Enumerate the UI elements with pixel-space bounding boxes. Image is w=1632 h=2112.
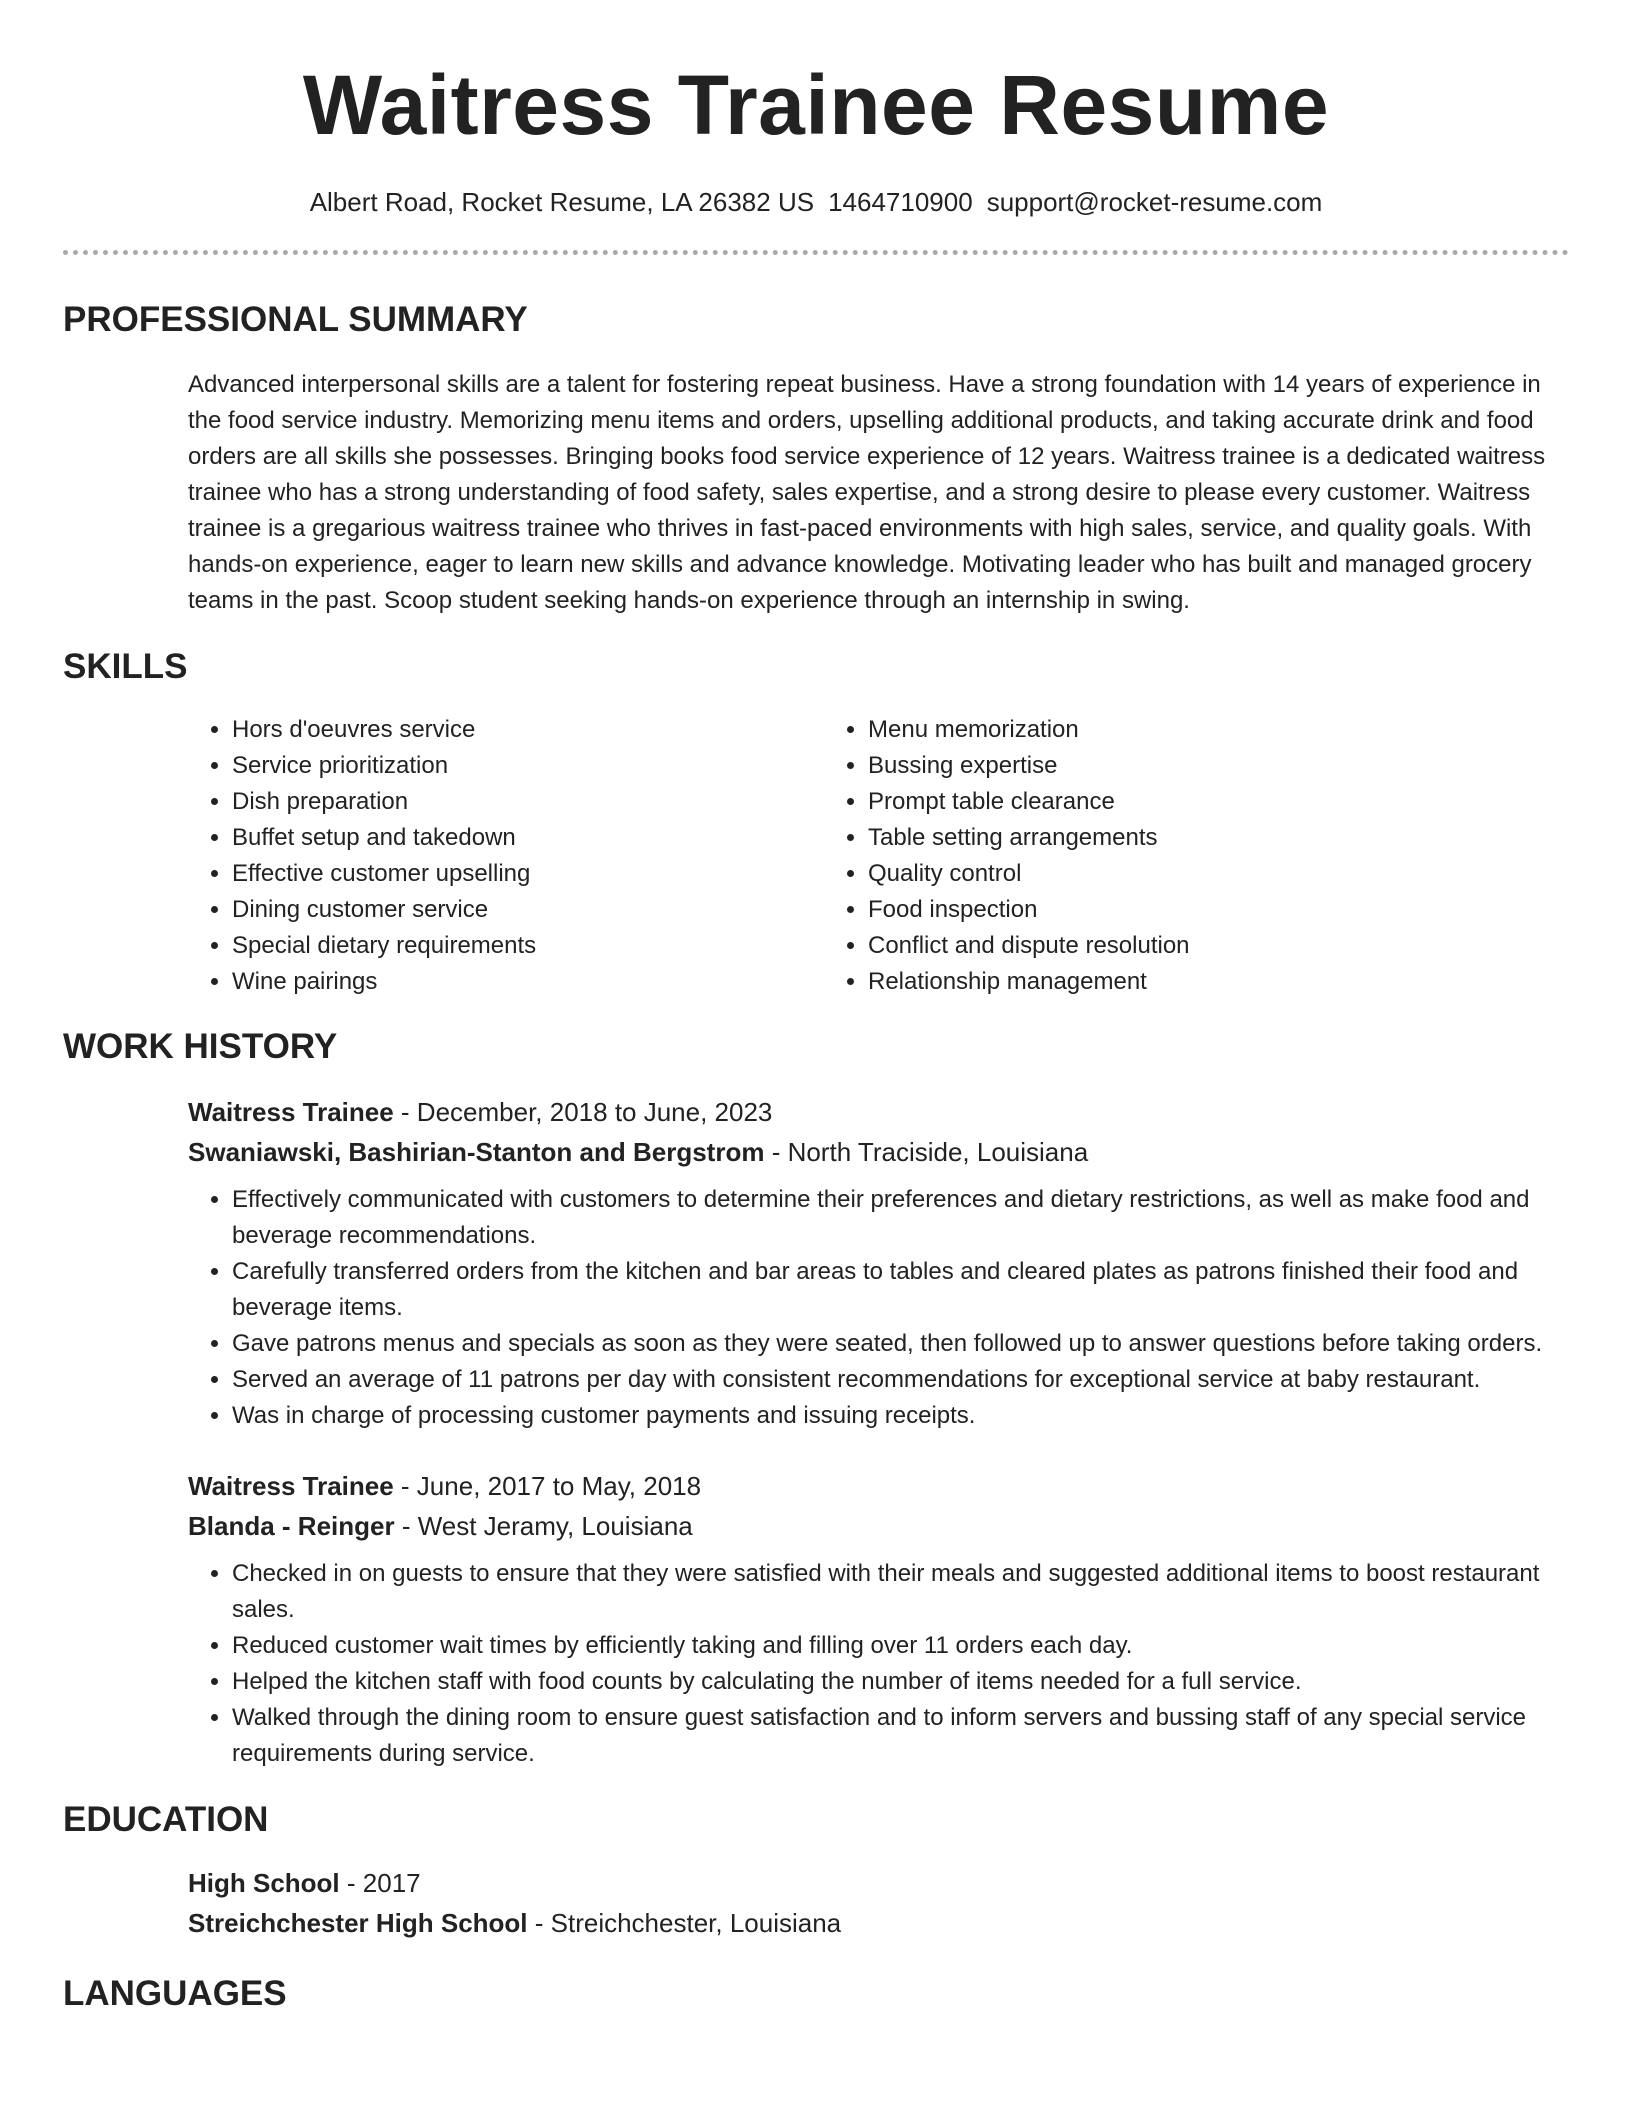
summary-text: Advanced interpersonal skills are a talent for fostering repeat business. Have a strong foundation with 14 years of experience in the food service industry. Memorizing menu items and orders, upselling additional products, and taking accurate drink and food orders are all skills she possesses. Bringing books food service experience of 12 years. Waitress trainee is a dedicated waitress trainee who has a strong understanding of food safety, sales expertise, and a strong desire to please every customer. Waitress trainee is a gregarious waitress trainee who thrives in fast-paced environments with high sales, service, and quality goals. With hands-on experience, eager to learn new skills and advance knowledge. Motivating leader who has built and managed grocery teams in the past. Scoop student seeking hands-on experience through an internship in swing.: [188, 371, 1546, 614]
job-entry: [188, 1092, 1569, 1434]
section-title-work-history: WORK HISTORY: [63, 1027, 338, 1066]
section-title-education: EDUCATION: [63, 1800, 269, 1839]
job-company: Swaniawski, Bashirian-Stanton and Bergstrom: [188, 1137, 765, 1167]
skill-item: • Quality control: [868, 856, 1504, 892]
job-bullet: • Gave patrons menus and specials as soon as they were seated, then followed up to answer questions before taking orders.: [232, 1326, 1569, 1362]
job-dates: - December, 2018 to June, 2023: [393, 1097, 773, 1127]
section-title-summary: PROFESSIONAL SUMMARY: [63, 300, 528, 339]
education-entry: [188, 1863, 1569, 1943]
job-bullet: • Reduced customer wait times by efficiently taking and filling over 11 orders each day.: [232, 1628, 1569, 1664]
job-company-line: [188, 1132, 1569, 1172]
education-school: Streichchester High School: [188, 1908, 528, 1938]
section-title-languages: LANGUAGES: [63, 1974, 287, 2013]
education-degree: High School: [188, 1868, 340, 1898]
section-title-skills: SKILLS: [63, 647, 188, 686]
job-bullet: • Served an average of 11 patrons per day with consistent recommendations for exceptional service at baby restaurant.: [232, 1362, 1569, 1398]
skill-item: • Dining customer service: [232, 892, 824, 928]
job-title-line: [188, 1092, 1569, 1132]
skills-list-left: [188, 712, 824, 1000]
skill-item: • Prompt table clearance: [868, 784, 1504, 820]
contact-phone: 1464710900: [828, 187, 973, 217]
skill-item: • Table setting arrangements: [868, 820, 1504, 856]
education-year: - 2017: [339, 1868, 421, 1898]
contact-line: [63, 186, 1569, 218]
skill-item: • Hors d'oeuvres service: [232, 712, 824, 748]
skills-list-right: [824, 712, 1504, 1000]
skill-item: • Conflict and dispute resolution: [868, 928, 1504, 964]
job-bullet: • Effectively communicated with customers to determine their preferences and dietary restrictions, as well as make food and beverage recommendations.: [232, 1182, 1569, 1254]
skill-item: • Relationship management: [868, 964, 1504, 1000]
job-bullet: • Checked in on guests to ensure that they were satisfied with their meals and suggested additional items to boost restaurant sales.: [232, 1556, 1569, 1628]
job-entry: [188, 1466, 1569, 1772]
job-location: - West Jeramy, Louisiana: [394, 1511, 693, 1541]
skill-item: • Dish preparation: [232, 784, 824, 820]
job-bullets: [188, 1182, 1569, 1434]
job-company: Blanda - Reinger: [188, 1511, 395, 1541]
job-location: - North Traciside, Louisiana: [764, 1137, 1089, 1167]
job-title-line: [188, 1466, 1569, 1506]
skill-item: • Service prioritization: [232, 748, 824, 784]
job-bullet: • Was in charge of processing customer payments and issuing receipts.: [232, 1398, 1569, 1434]
education-school-line: [188, 1903, 1569, 1943]
contact-email: support@rocket-resume.com: [986, 187, 1323, 217]
job-bullet: • Walked through the dining room to ensure guest satisfaction and to inform servers and bussing staff of any special service requirements during service.: [232, 1700, 1569, 1772]
job-bullet: • Carefully transferred orders from the kitchen and bar areas to tables and cleared plates as patrons finished their food and beverage items.: [232, 1254, 1569, 1326]
job-company-line: [188, 1506, 1569, 1546]
skill-item: • Wine pairings: [232, 964, 824, 1000]
job-title: Waitress Trainee: [188, 1097, 394, 1127]
header-divider: [63, 250, 1569, 255]
skill-item: • Food inspection: [868, 892, 1504, 928]
job-bullets: [188, 1556, 1569, 1772]
resume-title: Waitress Trainee Resume: [302, 58, 1330, 152]
job-bullet: • Helped the kitchen staff with food counts by calculating the number of items needed for a full service.: [232, 1664, 1569, 1700]
skills-grid: [188, 712, 1569, 1000]
skill-item: • Buffet setup and takedown: [232, 820, 824, 856]
skill-item: • Menu memorization: [868, 712, 1504, 748]
education-degree-line: [188, 1863, 1569, 1903]
contact-address: Albert Road, Rocket Resume, LA 26382 US: [309, 187, 815, 217]
education-location: - Streichchester, Louisiana: [527, 1908, 842, 1938]
skill-item: • Special dietary requirements: [232, 928, 824, 964]
skill-item: • Bussing expertise: [868, 748, 1504, 784]
skill-item: • Effective customer upselling: [232, 856, 824, 892]
job-dates: - June, 2017 to May, 2018: [393, 1471, 702, 1501]
job-title: Waitress Trainee: [188, 1471, 394, 1501]
